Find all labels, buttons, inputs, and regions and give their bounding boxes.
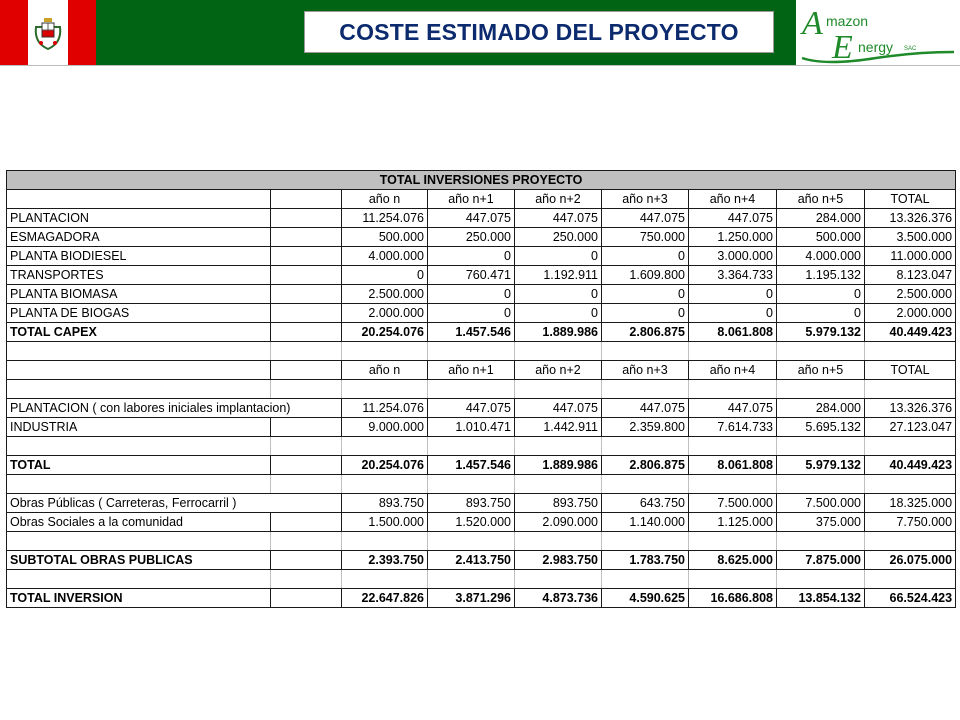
spacer-row <box>7 437 956 456</box>
slide-header <box>0 0 960 66</box>
col-header: año n+2 <box>515 361 602 380</box>
amazon-energy-logo <box>796 0 960 66</box>
col-header: año n+2 <box>515 190 602 209</box>
cell: 5.695.132 <box>777 418 865 437</box>
flag-red-stripe-right <box>68 0 96 65</box>
cell: 1.192.911 <box>515 266 602 285</box>
cell: 3.871.296 <box>428 589 515 608</box>
table-row <box>7 266 956 285</box>
logo-letter-e: E <box>832 29 853 66</box>
row-label: Obras Públicas ( Carreteras, Ferrocarril ) <box>7 494 342 513</box>
cell: 26.075.000 <box>865 551 956 570</box>
cell: 4.873.736 <box>515 589 602 608</box>
row-label: TOTAL INVERSION <box>7 589 271 608</box>
table-row <box>7 209 956 228</box>
cell: 447.075 <box>602 399 689 418</box>
cell: 66.524.423 <box>865 589 956 608</box>
cell: 0 <box>689 304 777 323</box>
cell: 1.889.986 <box>515 456 602 475</box>
col-header: año n+5 <box>777 190 865 209</box>
logo-word-energy: nergy <box>858 39 894 55</box>
cell: 1.010.471 <box>428 418 515 437</box>
cell: 284.000 <box>777 399 865 418</box>
cell: 4.000.000 <box>777 247 865 266</box>
cell: 1.125.000 <box>689 513 777 532</box>
cell: 2.000.000 <box>342 304 428 323</box>
cell: 893.750 <box>515 494 602 513</box>
cell: 8.123.047 <box>865 266 956 285</box>
cell: 2.500.000 <box>342 285 428 304</box>
cell: 22.647.826 <box>342 589 428 608</box>
cell: 500.000 <box>777 228 865 247</box>
table-row <box>7 513 956 532</box>
total-row <box>7 456 956 475</box>
cell: 4.000.000 <box>342 247 428 266</box>
cell: 250.000 <box>428 228 515 247</box>
cell: 2.393.750 <box>342 551 428 570</box>
cell: 0 <box>428 285 515 304</box>
cell: 0 <box>515 285 602 304</box>
cell: 3.000.000 <box>689 247 777 266</box>
spacer-row <box>7 532 956 551</box>
col-header: año n+1 <box>428 190 515 209</box>
cell: 447.075 <box>428 209 515 228</box>
cell: 1.195.132 <box>777 266 865 285</box>
cell: 13.326.376 <box>865 399 956 418</box>
cell: 0 <box>428 304 515 323</box>
cell: 0 <box>777 285 865 304</box>
cell: 0 <box>602 285 689 304</box>
cell: 760.471 <box>428 266 515 285</box>
table-row <box>7 418 956 437</box>
cell: 643.750 <box>602 494 689 513</box>
cell: 13.326.376 <box>865 209 956 228</box>
cell: 2.359.800 <box>602 418 689 437</box>
cell: 893.750 <box>428 494 515 513</box>
total-inversion-row <box>7 589 956 608</box>
table-row <box>7 494 956 513</box>
title-box <box>304 11 774 53</box>
spacer-row <box>7 380 956 399</box>
cell: 447.075 <box>689 209 777 228</box>
table-row <box>7 304 956 323</box>
col-header: TOTAL <box>865 361 956 380</box>
cell: 250.000 <box>515 228 602 247</box>
cell: 2.806.875 <box>602 323 689 342</box>
spacer-row <box>7 570 956 589</box>
cell: 7.500.000 <box>689 494 777 513</box>
cell: 1.520.000 <box>428 513 515 532</box>
cell: 2.806.875 <box>602 456 689 475</box>
row-label: PLANTA BIODIESEL <box>7 247 271 266</box>
row-label: Obras Sociales a la comunidad <box>7 513 271 532</box>
cell: 1.457.546 <box>428 323 515 342</box>
investment-table <box>6 170 956 608</box>
cell: 1.442.911 <box>515 418 602 437</box>
row-label: SUBTOTAL OBRAS PUBLICAS <box>7 551 271 570</box>
cell: 40.449.423 <box>865 456 956 475</box>
cell: 0 <box>777 304 865 323</box>
col-header: año n <box>342 361 428 380</box>
cell: 8.061.808 <box>689 456 777 475</box>
subtotal-obras-row <box>7 551 956 570</box>
col-header: año n+5 <box>777 361 865 380</box>
cell: 1.250.000 <box>689 228 777 247</box>
cell: 20.254.076 <box>342 323 428 342</box>
cell: 7.750.000 <box>865 513 956 532</box>
col-header: TOTAL <box>865 190 956 209</box>
cell: 447.075 <box>515 209 602 228</box>
logo-suffix: SAC <box>904 46 917 52</box>
cell: 3.364.733 <box>689 266 777 285</box>
cell: 0 <box>428 247 515 266</box>
cell: 7.875.000 <box>777 551 865 570</box>
row-label: PLANTACION ( con labores iniciales implantacion) <box>7 399 342 418</box>
cell: 11.254.076 <box>342 399 428 418</box>
cell: 2.983.750 <box>515 551 602 570</box>
cell: 20.254.076 <box>342 456 428 475</box>
logo-letter-a: A <box>802 5 823 42</box>
row-label: TOTAL CAPEX <box>7 323 271 342</box>
cell: 9.000.000 <box>342 418 428 437</box>
row-label: PLANTA DE BIOGAS <box>7 304 271 323</box>
cell: 2.000.000 <box>865 304 956 323</box>
cell: 0 <box>515 304 602 323</box>
cell: 11.000.000 <box>865 247 956 266</box>
cell: 893.750 <box>342 494 428 513</box>
col-header: año n+1 <box>428 361 515 380</box>
total-capex-row <box>7 323 956 342</box>
cell: 1.140.000 <box>602 513 689 532</box>
cell: 5.979.132 <box>777 456 865 475</box>
peru-flag <box>0 0 96 66</box>
cell: 284.000 <box>777 209 865 228</box>
col-header: año n+3 <box>602 190 689 209</box>
row-label: PLANTACION <box>7 209 271 228</box>
cell: 1.500.000 <box>342 513 428 532</box>
col-header: año n+4 <box>689 361 777 380</box>
row-label: TRANSPORTES <box>7 266 271 285</box>
table-row <box>7 285 956 304</box>
cell: 8.061.808 <box>689 323 777 342</box>
cell: 27.123.047 <box>865 418 956 437</box>
row-label: ESMAGADORA <box>7 228 271 247</box>
cell: 2.413.750 <box>428 551 515 570</box>
cell: 11.254.076 <box>342 209 428 228</box>
cell: 447.075 <box>428 399 515 418</box>
cell: 16.686.808 <box>689 589 777 608</box>
flag-red-stripe-left <box>0 0 28 65</box>
cell: 1.457.546 <box>428 456 515 475</box>
cell: 18.325.000 <box>865 494 956 513</box>
cell: 7.614.733 <box>689 418 777 437</box>
logo-word-amazon: mazon <box>826 13 869 29</box>
cell: 2.500.000 <box>865 285 956 304</box>
table-row <box>7 228 956 247</box>
cell: 0 <box>515 247 602 266</box>
cell: 40.449.423 <box>865 323 956 342</box>
cell: 8.625.000 <box>689 551 777 570</box>
title-band <box>96 0 796 66</box>
table-row <box>7 399 956 418</box>
cell: 1.609.800 <box>602 266 689 285</box>
cell: 447.075 <box>689 399 777 418</box>
cell: 1.889.986 <box>515 323 602 342</box>
row-label: PLANTA BIOMASA <box>7 285 271 304</box>
cell: 375.000 <box>777 513 865 532</box>
cell: 0 <box>602 304 689 323</box>
cell: 0 <box>689 285 777 304</box>
spacer-row <box>7 475 956 494</box>
row-label: TOTAL <box>7 456 271 475</box>
spacer-row <box>7 342 956 361</box>
table-title: TOTAL INVERSIONES PROYECTO <box>7 171 956 190</box>
col-header: año n+4 <box>689 190 777 209</box>
cell: 750.000 <box>602 228 689 247</box>
coat-of-arms-icon <box>32 13 64 53</box>
amazon-energy-logo-icon <box>796 0 960 66</box>
cell: 5.979.132 <box>777 323 865 342</box>
col-header: año n+3 <box>602 361 689 380</box>
cell: 2.090.000 <box>515 513 602 532</box>
cell: 0 <box>602 247 689 266</box>
cell: 3.500.000 <box>865 228 956 247</box>
cell: 447.075 <box>602 209 689 228</box>
cell: 4.590.625 <box>602 589 689 608</box>
cell: 0 <box>342 266 428 285</box>
header-row <box>7 190 956 209</box>
table-row <box>7 247 956 266</box>
cell: 1.783.750 <box>602 551 689 570</box>
col-header: año n <box>342 190 428 209</box>
cell: 7.500.000 <box>777 494 865 513</box>
row-label: INDUSTRIA <box>7 418 271 437</box>
cell: 500.000 <box>342 228 428 247</box>
table-title-row <box>7 171 956 190</box>
cell: 447.075 <box>515 399 602 418</box>
page-title: COSTE ESTIMADO DEL PROYECTO <box>339 19 739 45</box>
header-row-2 <box>7 361 956 380</box>
cell: 13.854.132 <box>777 589 865 608</box>
